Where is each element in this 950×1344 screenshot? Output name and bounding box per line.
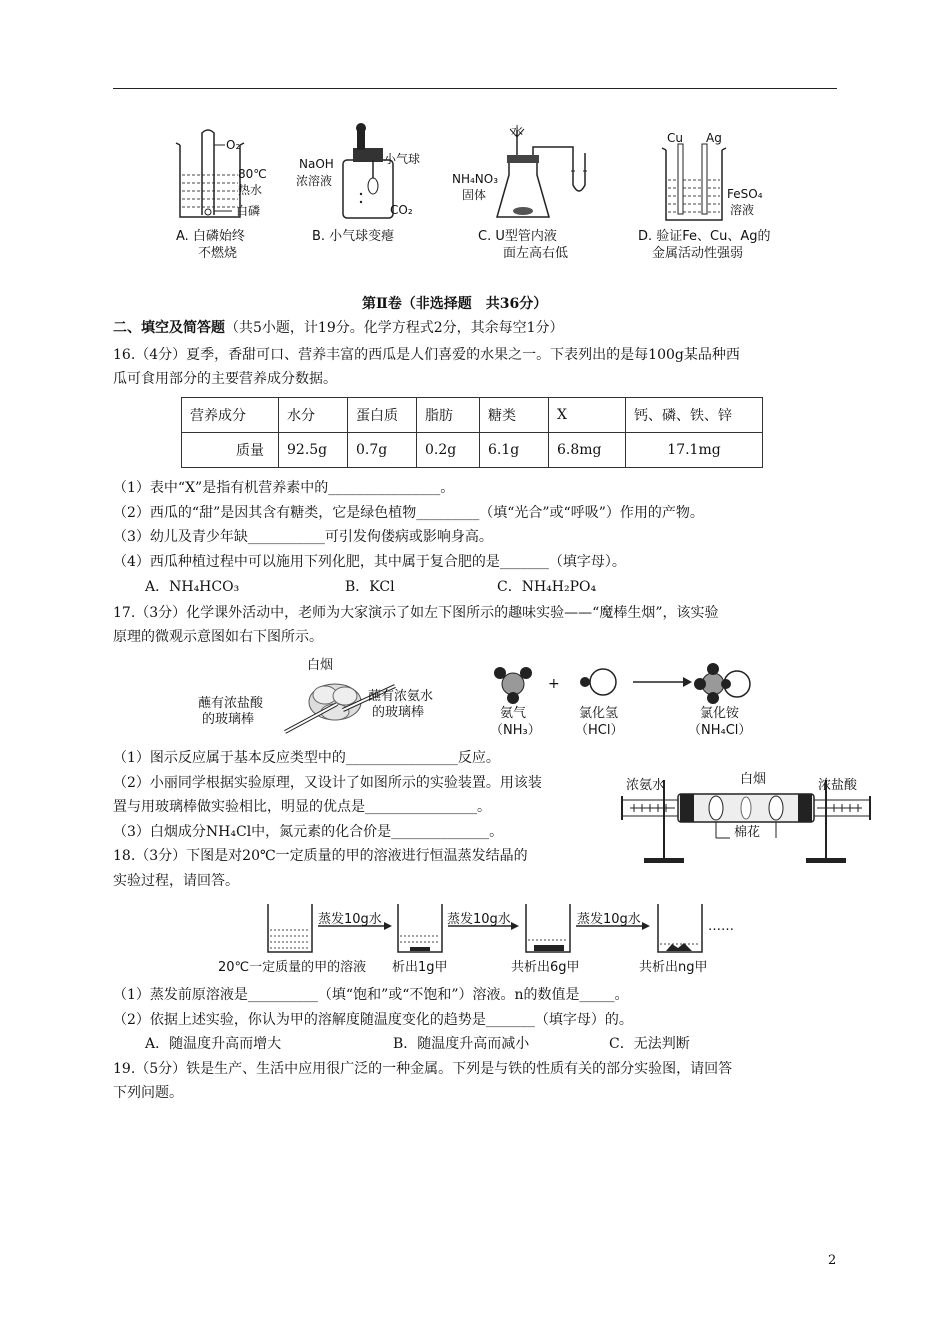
figure-b-solution-label: 浓溶液 — [296, 174, 333, 188]
table-row — [182, 433, 763, 468]
figure-c-solid-label: 固体 — [462, 188, 487, 202]
table-cell: 质量 — [182, 433, 279, 468]
reaction-molecule-diagram — [485, 660, 765, 710]
figure-a-phosphorus-label: 白磷 — [236, 204, 261, 218]
left-rod-label-line1: 蘸有浓盐酸 — [198, 696, 264, 711]
q18-sub1[interactable]: （1）蒸发前原溶液是__________（填“饱和”或“不饱和”）溶液。n的数值是_____。 — [113, 987, 629, 1003]
q18-option-c: C．无法判断 — [609, 1036, 690, 1052]
hcl-formula: （HCl） — [575, 723, 624, 738]
caption-original-solution: 20℃一定质量的甲的溶液 — [218, 960, 367, 975]
evaporation-process-figure — [262, 896, 742, 958]
q16-option-b: B．KCl — [345, 579, 395, 595]
figure-d-ag-label: Ag — [706, 131, 722, 145]
apparatus-hcl-label: 浓盐酸 — [818, 778, 858, 793]
figure-d-solution-label: 溶液 — [730, 203, 755, 217]
right-rod-label-line2: 的玻璃棒 — [372, 705, 425, 720]
section-title: 第Ⅱ卷（非选择题 共36分） — [362, 296, 548, 312]
q18-option-b: B．随温度升高而减小 — [393, 1036, 530, 1052]
q16-sub1[interactable]: （1）表中“X”是指有机营养素中的________________。 — [113, 480, 455, 496]
part2-heading-line — [113, 318, 564, 338]
part2-note: （共5小题，计19分。化学方程式2分，其余每空1分） — [225, 320, 564, 336]
table-cell: 6.1g — [480, 433, 549, 468]
figure-a-o2-label: O₂ — [226, 138, 241, 152]
figure-a-caption-line1: A. 白磷始终 — [176, 229, 245, 244]
q17-sub1[interactable]: （1）图示反应属于基本反应类型中的________________反应。 — [113, 750, 500, 766]
q18-line1: 18.（3分）下图是对20℃一定质量的甲的溶液进行恒温蒸发结晶的 — [113, 848, 528, 864]
caption-precipitate-6g: 共析出6g甲 — [511, 960, 580, 975]
table-cell: 钙、磷、铁、锌 — [626, 398, 763, 433]
header-rule — [113, 88, 837, 89]
evap-label-1: 蒸发10g水 — [318, 912, 382, 927]
table-cell: 营养成分 — [182, 398, 279, 433]
table-cell: 92.5g — [279, 433, 348, 468]
apparatus-ammonia-label: 浓氨水 — [626, 778, 666, 793]
figure-c-water-label: 水 — [511, 124, 524, 138]
q18-line2: 实验过程，请回答。 — [113, 873, 239, 889]
apparatus-cotton-label: 棉花 — [734, 825, 761, 840]
q16-sub4[interactable]: （4）西瓜种植过程中可以施用下列化肥，其中属于复合肥的是_______（填字母）。 — [113, 554, 626, 570]
nutrition-table — [181, 397, 763, 468]
figure-c-nh4no3-label: NH₄NO₃ — [452, 172, 499, 186]
nh4cl-name: 氯化铵 — [700, 706, 740, 721]
q16-sub2[interactable]: （2）西瓜的“甜”是因其含有糖类，它是绿色植物_________（填“光合”或“呼吸”）作用的产物。 — [113, 505, 704, 521]
q19-line2: 下列问题。 — [113, 1085, 183, 1101]
q16-option-a: A．NH₄HCO₃ — [145, 579, 240, 595]
plus-sign: + — [548, 676, 560, 692]
table-cell: 脂肪 — [417, 398, 480, 433]
table-cell: 水分 — [279, 398, 348, 433]
evap-label-3: 蒸发10g水 — [577, 912, 641, 927]
left-rod-label-line2: 的玻璃棒 — [202, 712, 255, 727]
figure-b-caption: B. 小气球变瘪 — [312, 229, 395, 244]
smoke-label: 白烟 — [307, 658, 334, 673]
figure-d-caption-line1: D. 验证Fe、Cu、Ag的 — [638, 229, 771, 244]
page-number: 2 — [828, 1253, 837, 1268]
caption-precipitate-ng: 共析出ng甲 — [639, 960, 708, 975]
q17-line2: 原理的微观示意图如右下图所示。 — [113, 629, 323, 645]
ellipsis: …… — [708, 919, 734, 934]
figure-d-caption-line2: 金属活动性强弱 — [652, 246, 744, 261]
evap-label-2: 蒸发10g水 — [447, 912, 511, 927]
figure-a-water-label: 热水 — [238, 183, 263, 197]
table-cell: 0.7g — [348, 433, 417, 468]
figure-a-caption-line2: 不燃烧 — [198, 246, 238, 261]
q18-option-a: A．随温度升高而增大 — [145, 1036, 282, 1052]
nh3-name: 氨气 — [500, 706, 527, 721]
q16-sub3[interactable]: （3）幼儿及青少年缺___________可引发佝偻病或影响身高。 — [113, 529, 493, 545]
hcl-name: 氯化氢 — [579, 706, 619, 721]
nh4cl-formula: （NH₄Cl） — [688, 723, 752, 738]
q16-line2: 瓜可食用部分的主要营养成分数据。 — [113, 371, 337, 387]
figure-b-naoh-label: NaOH — [299, 157, 334, 171]
q16-line1: 16.（4分）夏季，香甜可口、营养丰富的西瓜是人们喜爱的水果之一。下表列出的是每100g某品种西 — [113, 347, 740, 363]
table-cell: 糖类 — [480, 398, 549, 433]
figure-c-caption-line1: C. U型管内液 — [478, 229, 557, 244]
table-cell: 蛋白质 — [348, 398, 417, 433]
table-row — [182, 398, 763, 433]
figure-d-feso4-label: FeSO₄ — [727, 187, 763, 201]
caption-precipitate-1g: 析出1g甲 — [392, 960, 448, 975]
q17-sub2-line2[interactable]: 置与用玻璃棒做实验相比，明显的优点是________________。 — [113, 799, 491, 815]
q16-option-c: C．NH₄H₂PO₄ — [497, 579, 597, 595]
table-cell: 17.1mg — [626, 433, 763, 468]
figure-a-temp-label: 80℃ — [238, 167, 267, 181]
figure-b-balloon-label: 小气球 — [384, 152, 421, 166]
q17-line1: 17.（3分）化学课外活动中，老师为大家演示了如左下图所示的趣味实验——“魔棒生烟”，该实验 — [113, 605, 719, 621]
table-cell: 6.8mg — [549, 433, 626, 468]
right-rod-label-line1: 蘸有浓氨水 — [368, 689, 434, 704]
q19-line1: 19.（5分）铁是生产、生活中应用很广泛的一种金属。下列是与铁的性质有关的部分实验图，请回答 — [113, 1061, 733, 1077]
apparatus-smoke-label: 白烟 — [740, 772, 767, 787]
table-cell: X — [549, 398, 626, 433]
part2-heading: 二、填空及简答题 — [113, 320, 225, 336]
figure-d-cu-label: Cu — [667, 131, 683, 145]
q17-sub2-line1: （2）小丽同学根据实验原理，又设计了如图所示的实验装置。用该装 — [113, 775, 542, 791]
q18-sub2[interactable]: （2）依据上述实验，你认为甲的溶解度随温度变化的趋势是_______（填字母）的。 — [113, 1012, 633, 1028]
figure-c-u-tube-flask — [495, 125, 600, 225]
q17-sub3[interactable]: （3）白烟成分NH₄Cl中，氮元素的化合价是______________。 — [113, 824, 504, 840]
figure-c-caption-line2: 面左高右低 — [503, 246, 569, 261]
figure-b-co2-label: CO₂ — [390, 203, 413, 217]
figure-d-metal-activity — [660, 140, 735, 225]
table-cell: 0.2g — [417, 433, 480, 468]
nh3-formula: （NH₃） — [490, 723, 541, 738]
